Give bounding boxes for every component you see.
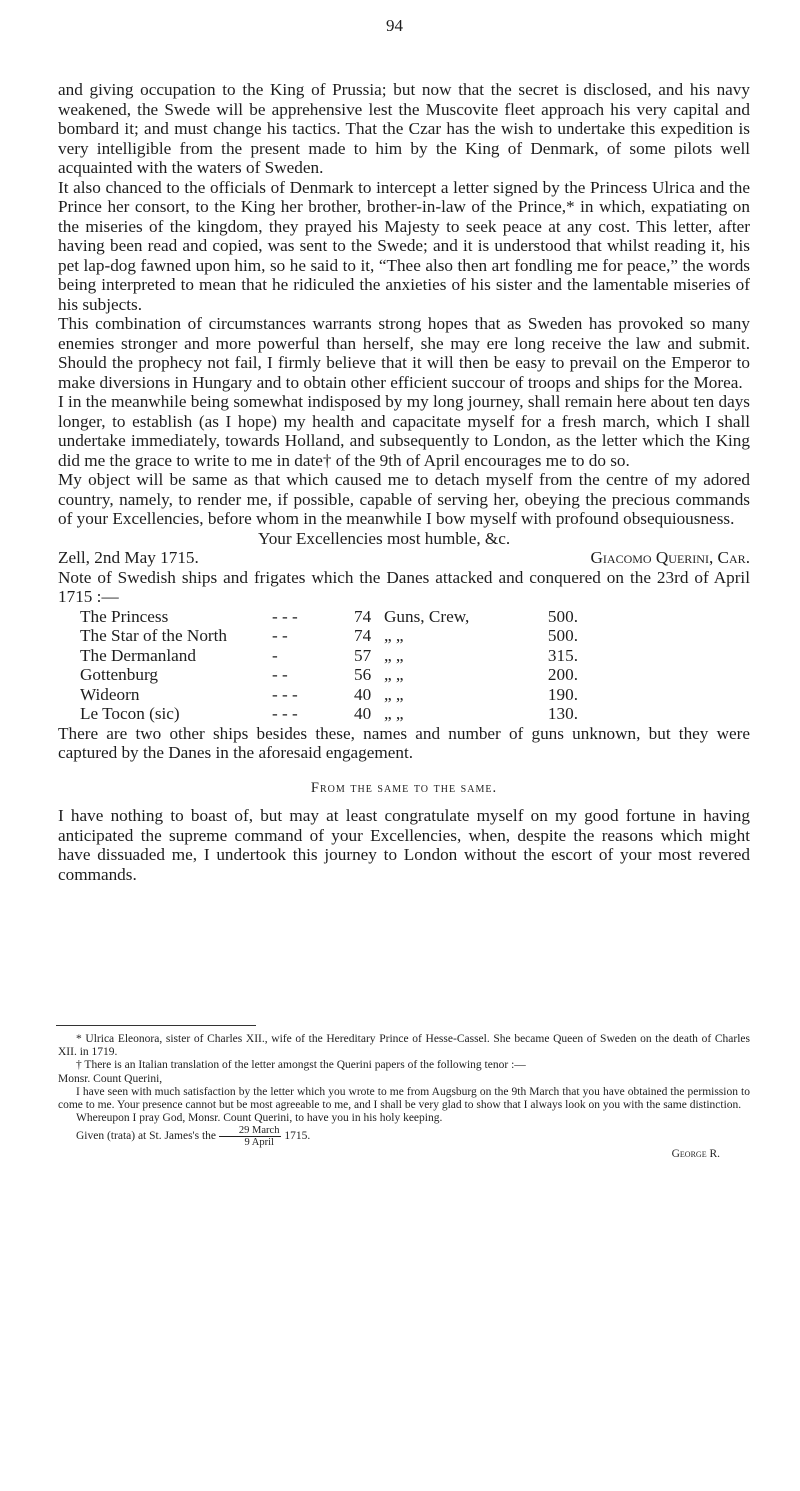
- footnote-1: * Ulrica Eleonora, sister of Charles XII., wife of the Hereditary Prince of Hesse-Cassel. She became Queen of Sweden on the death of Charles XII. in 1719.: [58, 1033, 750, 1059]
- ditto-marks: „ „: [384, 645, 404, 665]
- ditto-marks: „ „: [384, 684, 404, 704]
- section-paragraph: I have nothing to boast of, but may at least congratulate myself on my good fortune in having anticipated the supreme command of your Excellencies, when, despite the reasons which might have dissuaded me, I undertook this journey to London without the escort of your most revered commands.: [58, 806, 750, 884]
- ship-name: Le Tocon (sic): [80, 704, 180, 723]
- ship-crew: 200.: [547, 665, 578, 684]
- ship-guns: 40: [354, 684, 372, 704]
- table-row: [80, 626, 578, 646]
- ditto-marks: „ „: [384, 626, 404, 645]
- table-row: [80, 646, 578, 666]
- leader-dots: - - -: [272, 684, 298, 704]
- ships-note-intro: Note of Swedish ships and frigates which the Danes attacked and conquered on the 23rd of April 1715 :—: [58, 567, 750, 606]
- ship-guns: 74: [354, 606, 372, 626]
- leader-dots: - - -: [272, 606, 298, 626]
- ship-guns: 74: [354, 626, 372, 645]
- footnotes: [58, 1033, 750, 1162]
- paragraph: It also chanced to the officials of Denmark to intercept a letter signed by the Princess Ulrica and the Prince her consort, to the King her brother, brother-in-law of the Prince,* in which, expatiating on the miseries of the kingdom, they prayed his Majesty to seek peace at any cost. This letter, after having been read and copied, was sent to the Swede; and it is understood that whilst reading it, his pet lap-dog fawned upon him, so he said to it, “Thee also then art fondling me for peace,” the words being interpreted to mean that he ridiculed the anxieties of his sister and the lamentable miseries of his subjects.: [58, 177, 750, 314]
- footnote-letter-date: [58, 1125, 750, 1148]
- ship-crew: 130.: [547, 704, 578, 723]
- table-row: [80, 607, 578, 627]
- paragraph: and giving occupation to the King of Prussia; but now that the secret is disclosed, and his navy weakened, the Swede will be apprehensive lest the Muscovite fleet approach his very capital and bombard it; and must change his tactics. That the Czar has the wish to undertake this expedition is very intelligible from the present made to him by the King of Denmark, of some pilots well acquainted with the waters of Sweden.: [58, 80, 750, 177]
- date-prefix: Given (trata) at St. James's the: [76, 1130, 217, 1143]
- ship-guns: 40: [354, 704, 372, 723]
- footnote-divider: [56, 1025, 256, 1026]
- main-text: [58, 80, 750, 884]
- table-row: [80, 704, 578, 724]
- footnote-signature: George R.: [671, 1148, 720, 1161]
- footnote-letter-body: I have seen with much satisfaction by the letter which you wrote to me from Augsburg on the 9th March that you have obtained the permission to come to me. Your presence cannot but be most agreeable to me, and I shall be very glad to show that I always look on you with the same distinction.: [58, 1085, 750, 1112]
- page-number: 94: [386, 16, 403, 35]
- date-old-style: 29 March: [219, 1125, 282, 1137]
- paragraph: I in the meanwhile being somewhat indisposed by my long journey, shall remain here about ten days longer, to establish (as I hope) my health and capacitate myself for a fresh march, which I shall undertake immediately, towards Holland, and subsequently to London, as the letter which the King did me the grace to write to me in date† of the 9th of April encourages me to do so.: [58, 392, 750, 470]
- column-label: Guns, Crew,: [384, 606, 470, 626]
- signature-row: [58, 548, 750, 568]
- leader-dots: - - -: [272, 704, 298, 723]
- ditto-marks: „ „: [384, 704, 404, 723]
- place-date: Zell, 2nd May 1715.: [58, 548, 199, 567]
- paragraph: My object will be same as that which caused me to detach myself from the centre of my adored country, namely, to render me, if possible, capable of serving her, obeying the precious commands of your Excellencies, before whom in the meanwhile I bow myself with profound obsequiousness.: [58, 470, 750, 528]
- leader-dots: - -: [272, 626, 288, 645]
- letter-closing: Your Excellencies most humble, &c.: [258, 528, 511, 548]
- footnote-letter-prayer: Whereupon I pray God, Monsr. Count Querini, to have you in his holy keeping.: [76, 1112, 443, 1125]
- signer-name: Giacomo Querini, Car.: [590, 548, 750, 567]
- ships-note-end: There are two other ships besides these, names and number of guns unknown, but they were captured by the Danes in the aforesaid engagement.: [58, 723, 750, 762]
- ship-guns: 57: [354, 645, 372, 665]
- leader-dots: -: [272, 645, 278, 665]
- ships-table: [80, 607, 578, 724]
- ship-crew: 500.: [547, 626, 578, 645]
- ship-name: Wideorn: [80, 684, 140, 704]
- leader-dots: - -: [272, 665, 288, 684]
- footnote-salutation: Monsr. Count Querini,: [58, 1072, 163, 1085]
- ship-guns: 56: [354, 665, 372, 684]
- ship-name: The Star of the North: [80, 626, 228, 645]
- ship-name: Gottenburg: [80, 665, 158, 684]
- date-year: 1715.: [284, 1130, 311, 1143]
- date-fraction: [219, 1125, 282, 1148]
- ditto-marks: „ „: [384, 665, 404, 684]
- paragraph: This combination of circumstances warrants strong hopes that as Sweden has provoked so many enemies stronger and more powerful than herself, she may ere long receive the law and submit. Should the prophecy not fail, I firmly believe that it will then be easy to prevail on the Emperor to make diversions in Hungary and to obtain other efficient succour of troops and ships for the Morea.: [58, 314, 750, 392]
- table-row: [80, 685, 578, 705]
- ship-crew: 315.: [547, 645, 578, 665]
- ship-name: The Dermanland: [80, 645, 196, 665]
- footnote-2: † There is an Italian translation of the letter amongst the Querini papers of the following tenor :—: [76, 1059, 526, 1072]
- section-heading: From the same to the same.: [310, 779, 498, 796]
- ship-crew: 190.: [547, 684, 578, 704]
- date-new-style: 9 April: [244, 1137, 274, 1149]
- ship-name: The Princess: [80, 606, 169, 626]
- ship-crew: 500.: [547, 606, 578, 626]
- table-row: [80, 665, 578, 685]
